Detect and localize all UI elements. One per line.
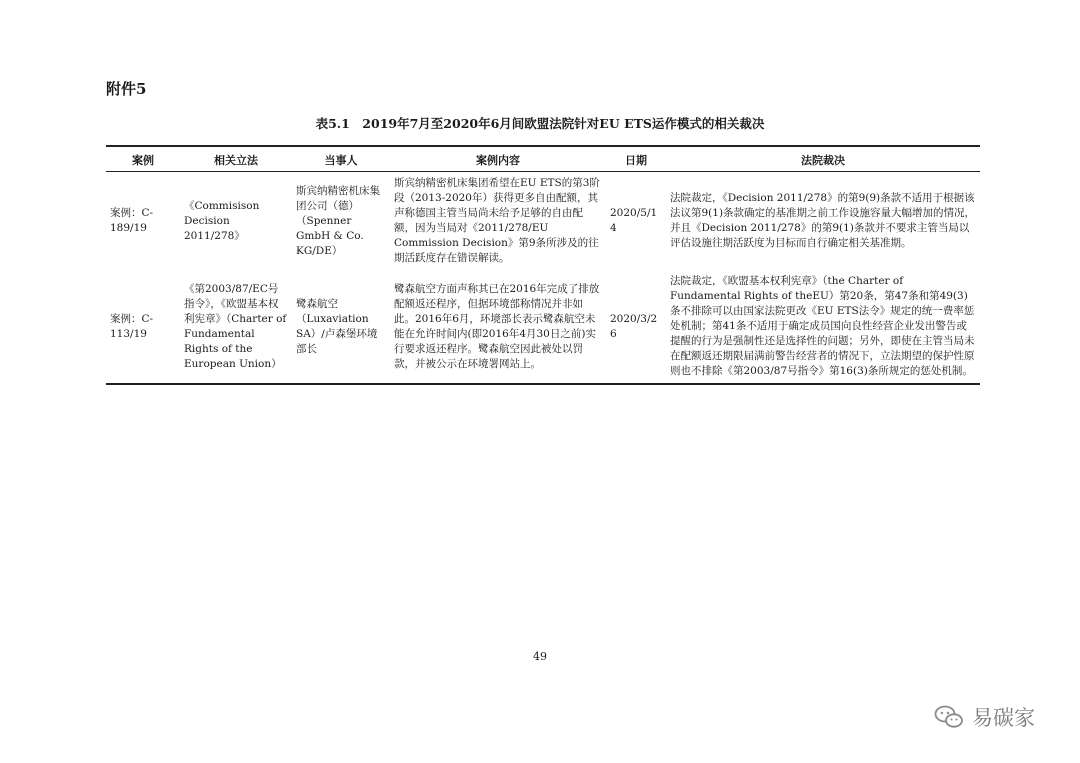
column-header-party: 当事人 bbox=[292, 146, 390, 172]
column-header-legislation: 相关立法 bbox=[180, 146, 292, 172]
column-header-case: 案例 bbox=[106, 146, 180, 172]
page-number: 49 bbox=[533, 650, 547, 663]
cell-case: 案例：C-113/19 bbox=[106, 270, 180, 384]
cell-date: 2020/5/14 bbox=[610, 207, 658, 234]
wechat-icon bbox=[934, 704, 964, 730]
cell-ruling: 法院裁定，《Decision 2011/278》的第9(9)条款不适用于根据该法议第9(1)条款确定的基准期之前工作设施容量大幅增加的情况，并且《Decision 2011/278》的第9(1)条款并不要求主管当局以评估设施往期活跃度为目标而自行确定相关基准期。 bbox=[670, 192, 976, 249]
cell-content: 鹭森航空方面声称其已在2016年完成了排放配额返还程序，但据环境部称情况并非如此。2016年6月，环境部长表示鹭森航空未能在允许时间内(即2016年4月30日之前)实行要求返还程序。鹭森航空因此被处以罚款，并被公示在环境署网站上。 bbox=[390, 270, 606, 384]
attachment-label: 附件5 bbox=[106, 80, 147, 98]
cell-legislation: 《第2003/87/EC号指令》，《欧盟基本权利宪章》（Charter of Fundamental Rights of the European Union） bbox=[180, 270, 292, 384]
cell-party: 斯宾纳精密机床集团公司（德）（Spenner GmbH & Co. KG/DE） bbox=[296, 184, 380, 257]
cell-legislation: 《Commisison Decision 2011/278》 bbox=[184, 199, 260, 242]
rulings-table bbox=[106, 145, 980, 385]
column-header-date: 日期 bbox=[606, 146, 666, 172]
table-caption: 表5.1 2019年7月至2020年6月间欧盟法院针对EU ETS运作模式的相关裁决 bbox=[315, 116, 765, 131]
cell-content: 斯宾纳精密机床集团希望在EU ETS的第3阶段（2013-2020年）获得更多自由配额，其声称德国主管当局尚未给予足够的自由配额，因为当局对《2011/278/EU Commission Decision》第9条所涉及的往期活跃度存在错误解读。 bbox=[394, 177, 600, 264]
cell-date: 2020/3/26 bbox=[606, 270, 666, 384]
table-header-row bbox=[106, 146, 980, 172]
cell-ruling: 法院裁定，《欧盟基本权利宪章》（the Charter of Fundamental Rights of theEU）第20条，第47条和第49(3)条不排除可以由国家法院更改《EU ETS法令》规定的统一费率惩处机制；第41条不适用于确定成员国向良性经营企业发出警告或提醒的行为是强制性还是选择性的问题；另外，即使在主管当局未在配额返还期限届满前警告经营者的情况下，立法期望的保护性原则也不排除《第2003/87号指令》第16(3)条所规定的惩处机制。 bbox=[666, 270, 980, 384]
watermark-text: 易碳家 bbox=[972, 706, 1035, 730]
column-header-ruling: 法院裁决 bbox=[666, 146, 980, 172]
table-row bbox=[106, 270, 980, 384]
column-header-content: 案例内容 bbox=[390, 146, 606, 172]
cell-case: 案例：C-189/19 bbox=[110, 207, 154, 234]
table-row bbox=[106, 172, 980, 271]
cell-party: 鹭森航空（Luxaviation SA）/卢森堡环境部长 bbox=[292, 270, 390, 384]
watermark bbox=[934, 700, 1035, 734]
